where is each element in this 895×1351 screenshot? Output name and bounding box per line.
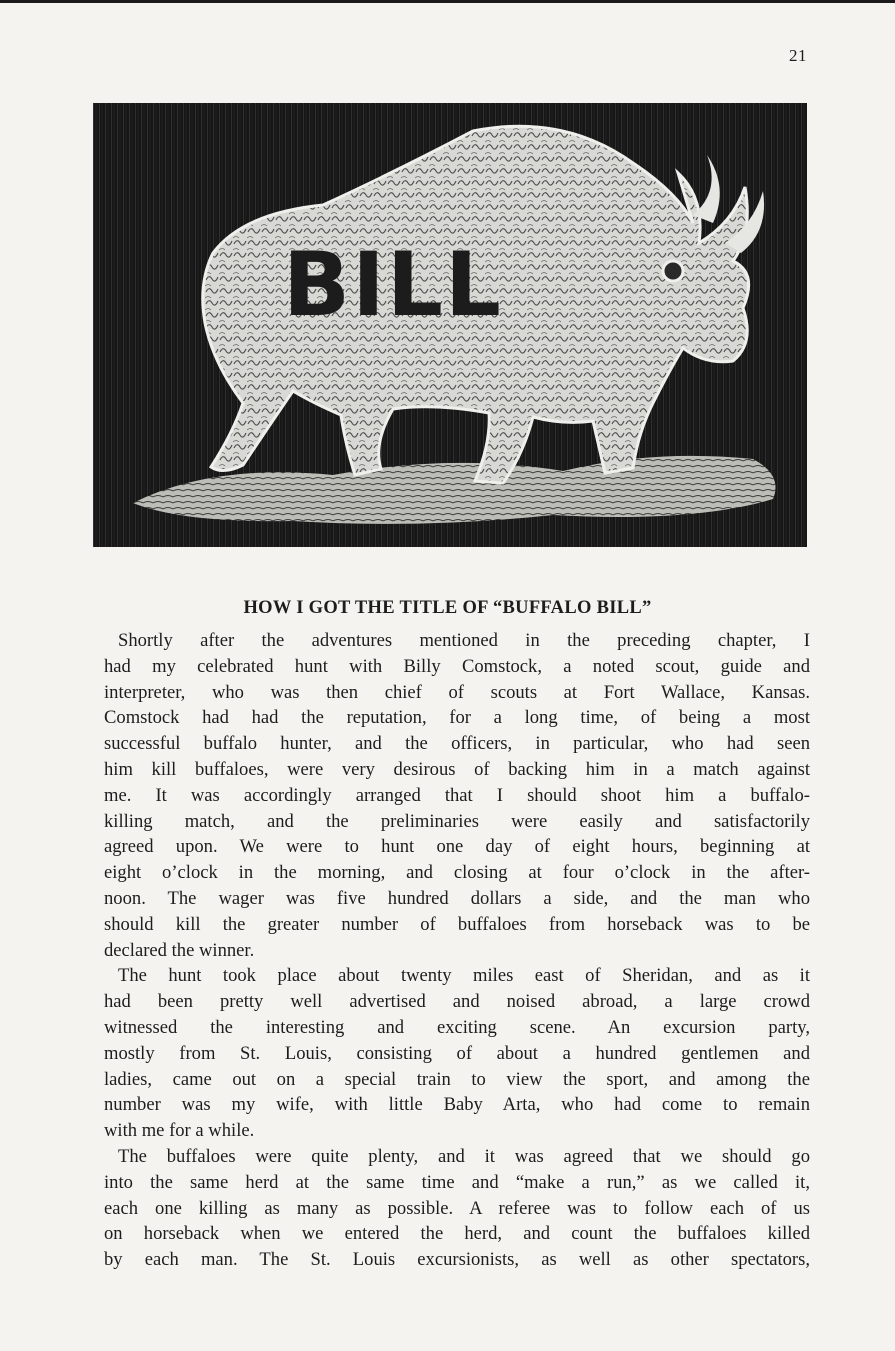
paragraph-2 bbox=[104, 963, 810, 1144]
text-line: each one killing as many as possible. A referee was to follow each of us bbox=[104, 1197, 810, 1219]
text-line: declared the winner. bbox=[104, 939, 255, 961]
text-line: noon. The wager was five hundred dollars a side, and the man who bbox=[104, 887, 810, 909]
paragraph-1 bbox=[104, 628, 810, 963]
text-line: ladies, came out on a special train to view the sport, and among the bbox=[104, 1068, 810, 1090]
text-line: had my celebrated hunt with Billy Comstock, a noted scout, guide and bbox=[104, 655, 810, 677]
text-line: him kill buffaloes, were very desirous of backing him in a match against bbox=[104, 758, 810, 780]
text-line: into the same herd at the same time and “make a run,” as we called it, bbox=[104, 1171, 810, 1193]
page-number: 21 bbox=[789, 46, 807, 65]
text-line: agreed upon. We were to hunt one day of eight hours, beginning at bbox=[104, 836, 810, 858]
text-line: with me for a while. bbox=[104, 1120, 255, 1142]
text-line: The hunt took place about twenty miles east of Sheridan, and as it bbox=[118, 965, 810, 987]
buffalo-woodcut-illustration bbox=[93, 103, 807, 547]
text-line: witnessed the interesting and exciting scene. An excursion party, bbox=[104, 1016, 810, 1038]
text-line: Comstock had had the reputation, for a long time, of being a most bbox=[104, 707, 810, 729]
text-line: mostly from St. Louis, consisting of about a hundred gentlemen and bbox=[104, 1042, 810, 1064]
text-line: had been pretty well advertised and noised abroad, a large crowd bbox=[104, 991, 810, 1013]
body-text bbox=[104, 628, 810, 1273]
top-border-rule bbox=[0, 0, 895, 3]
text-line: eight o’clock in the morning, and closing at four o’clock in the after- bbox=[104, 862, 810, 884]
text-line: successful buffalo hunter, and the officers, in particular, who had seen bbox=[104, 733, 810, 755]
text-line: should kill the greater number of buffaloes from horseback was to be bbox=[104, 913, 810, 935]
text-line: by each man. The St. Louis excursionists, as well as other spectators, bbox=[104, 1249, 810, 1271]
chapter-title: HOW I GOT THE TITLE OF “BUFFALO BILL” bbox=[243, 598, 652, 618]
text-line: number was my wife, with little Baby Arta, who had come to remain bbox=[104, 1094, 810, 1116]
text-line: The buffaloes were quite plenty, and it was agreed that we should go bbox=[118, 1145, 810, 1167]
paragraph-3 bbox=[104, 1144, 810, 1273]
text-line: killing match, and the preliminaries were easily and satisfactorily bbox=[104, 810, 810, 832]
text-line: on horseback when we entered the herd, and count the buffaloes killed bbox=[104, 1223, 810, 1245]
text-line: me. It was accordingly arranged that I should shoot him a buffalo- bbox=[104, 784, 810, 806]
text-line: interpreter, who was then chief of scouts at Fort Wallace, Kansas. bbox=[104, 681, 810, 703]
text-line: Shortly after the adventures mentioned in the preceding chapter, I bbox=[118, 630, 810, 651]
svg-text:BILL: BILL bbox=[283, 233, 503, 336]
buffalo-eye-shape bbox=[663, 261, 683, 281]
bill-lettering bbox=[283, 233, 503, 336]
